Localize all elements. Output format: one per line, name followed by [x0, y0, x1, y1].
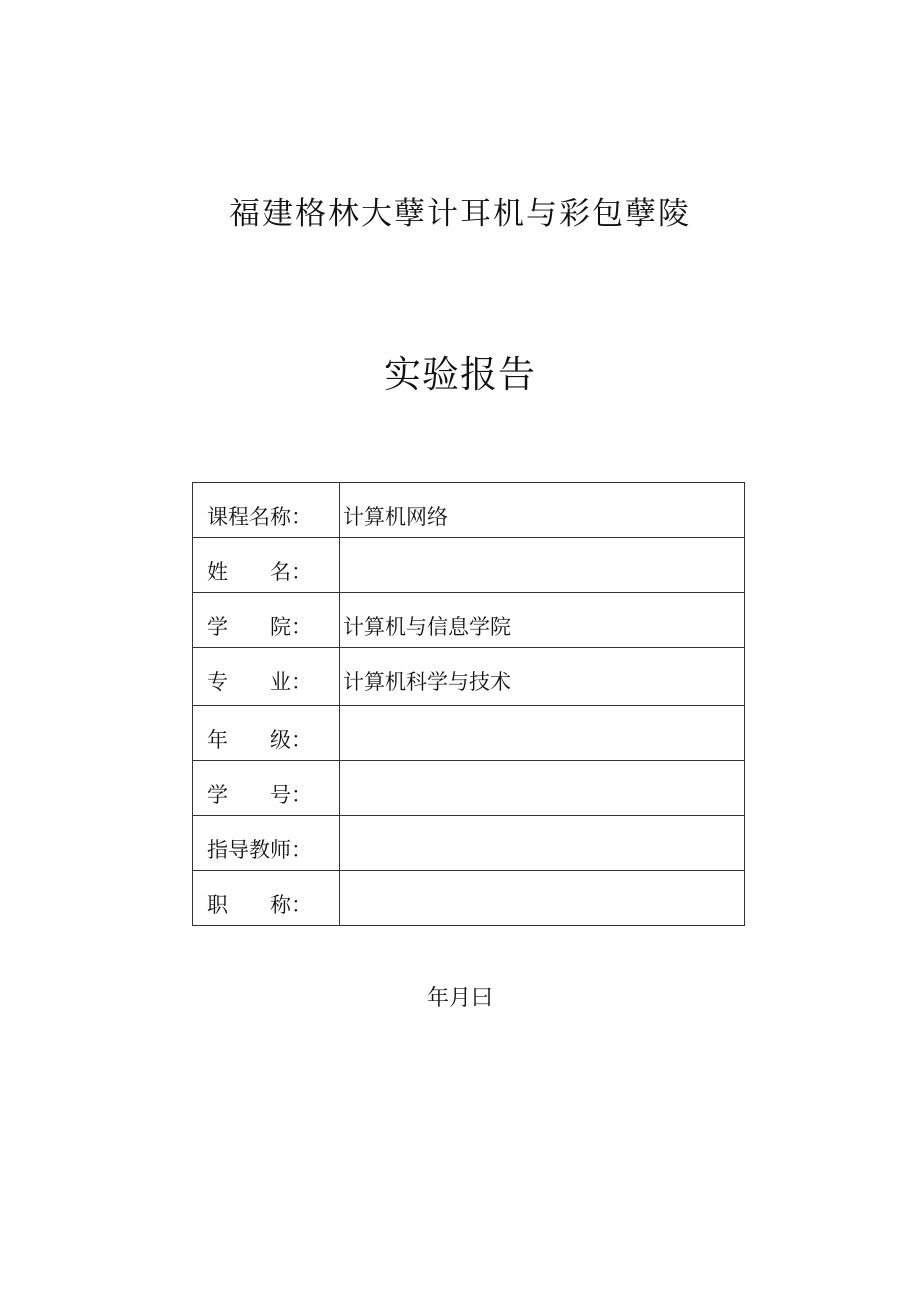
college-label: 学 院：: [193, 593, 340, 648]
title-value: [340, 871, 745, 926]
student-info-table: [192, 482, 745, 926]
name-value: [340, 538, 745, 593]
course-value: 计算机网络: [340, 483, 745, 538]
student-id-label: 学 号：: [193, 761, 340, 816]
table-row-advisor: [193, 816, 745, 871]
table-row-grade: [193, 706, 745, 761]
title-label: 职 称：: [193, 871, 340, 926]
grade-value: [340, 706, 745, 761]
university-title: 福建格林大孽计耳机与彩包孽陵: [229, 196, 691, 232]
report-title: 实验报告: [384, 353, 536, 396]
college-value: 计算机与信息学院: [340, 593, 745, 648]
name-label: 姓 名：: [193, 538, 340, 593]
table-row-title: [193, 871, 745, 926]
advisor-label: 指导教师：: [193, 816, 340, 871]
table-row-major: [193, 648, 745, 706]
major-label: 专 业：: [193, 648, 340, 706]
table-row-course: [193, 483, 745, 538]
report-date: 年月曰: [426, 986, 493, 1011]
table-row-name: [193, 538, 745, 593]
student-id-value: [340, 761, 745, 816]
table-row-student-id: [193, 761, 745, 816]
table-row-college: [193, 593, 745, 648]
course-label: 课程名称：: [193, 483, 340, 538]
major-value: 计算机科学与技术: [340, 648, 745, 706]
advisor-value: [340, 816, 745, 871]
grade-label: 年 级：: [193, 706, 340, 761]
